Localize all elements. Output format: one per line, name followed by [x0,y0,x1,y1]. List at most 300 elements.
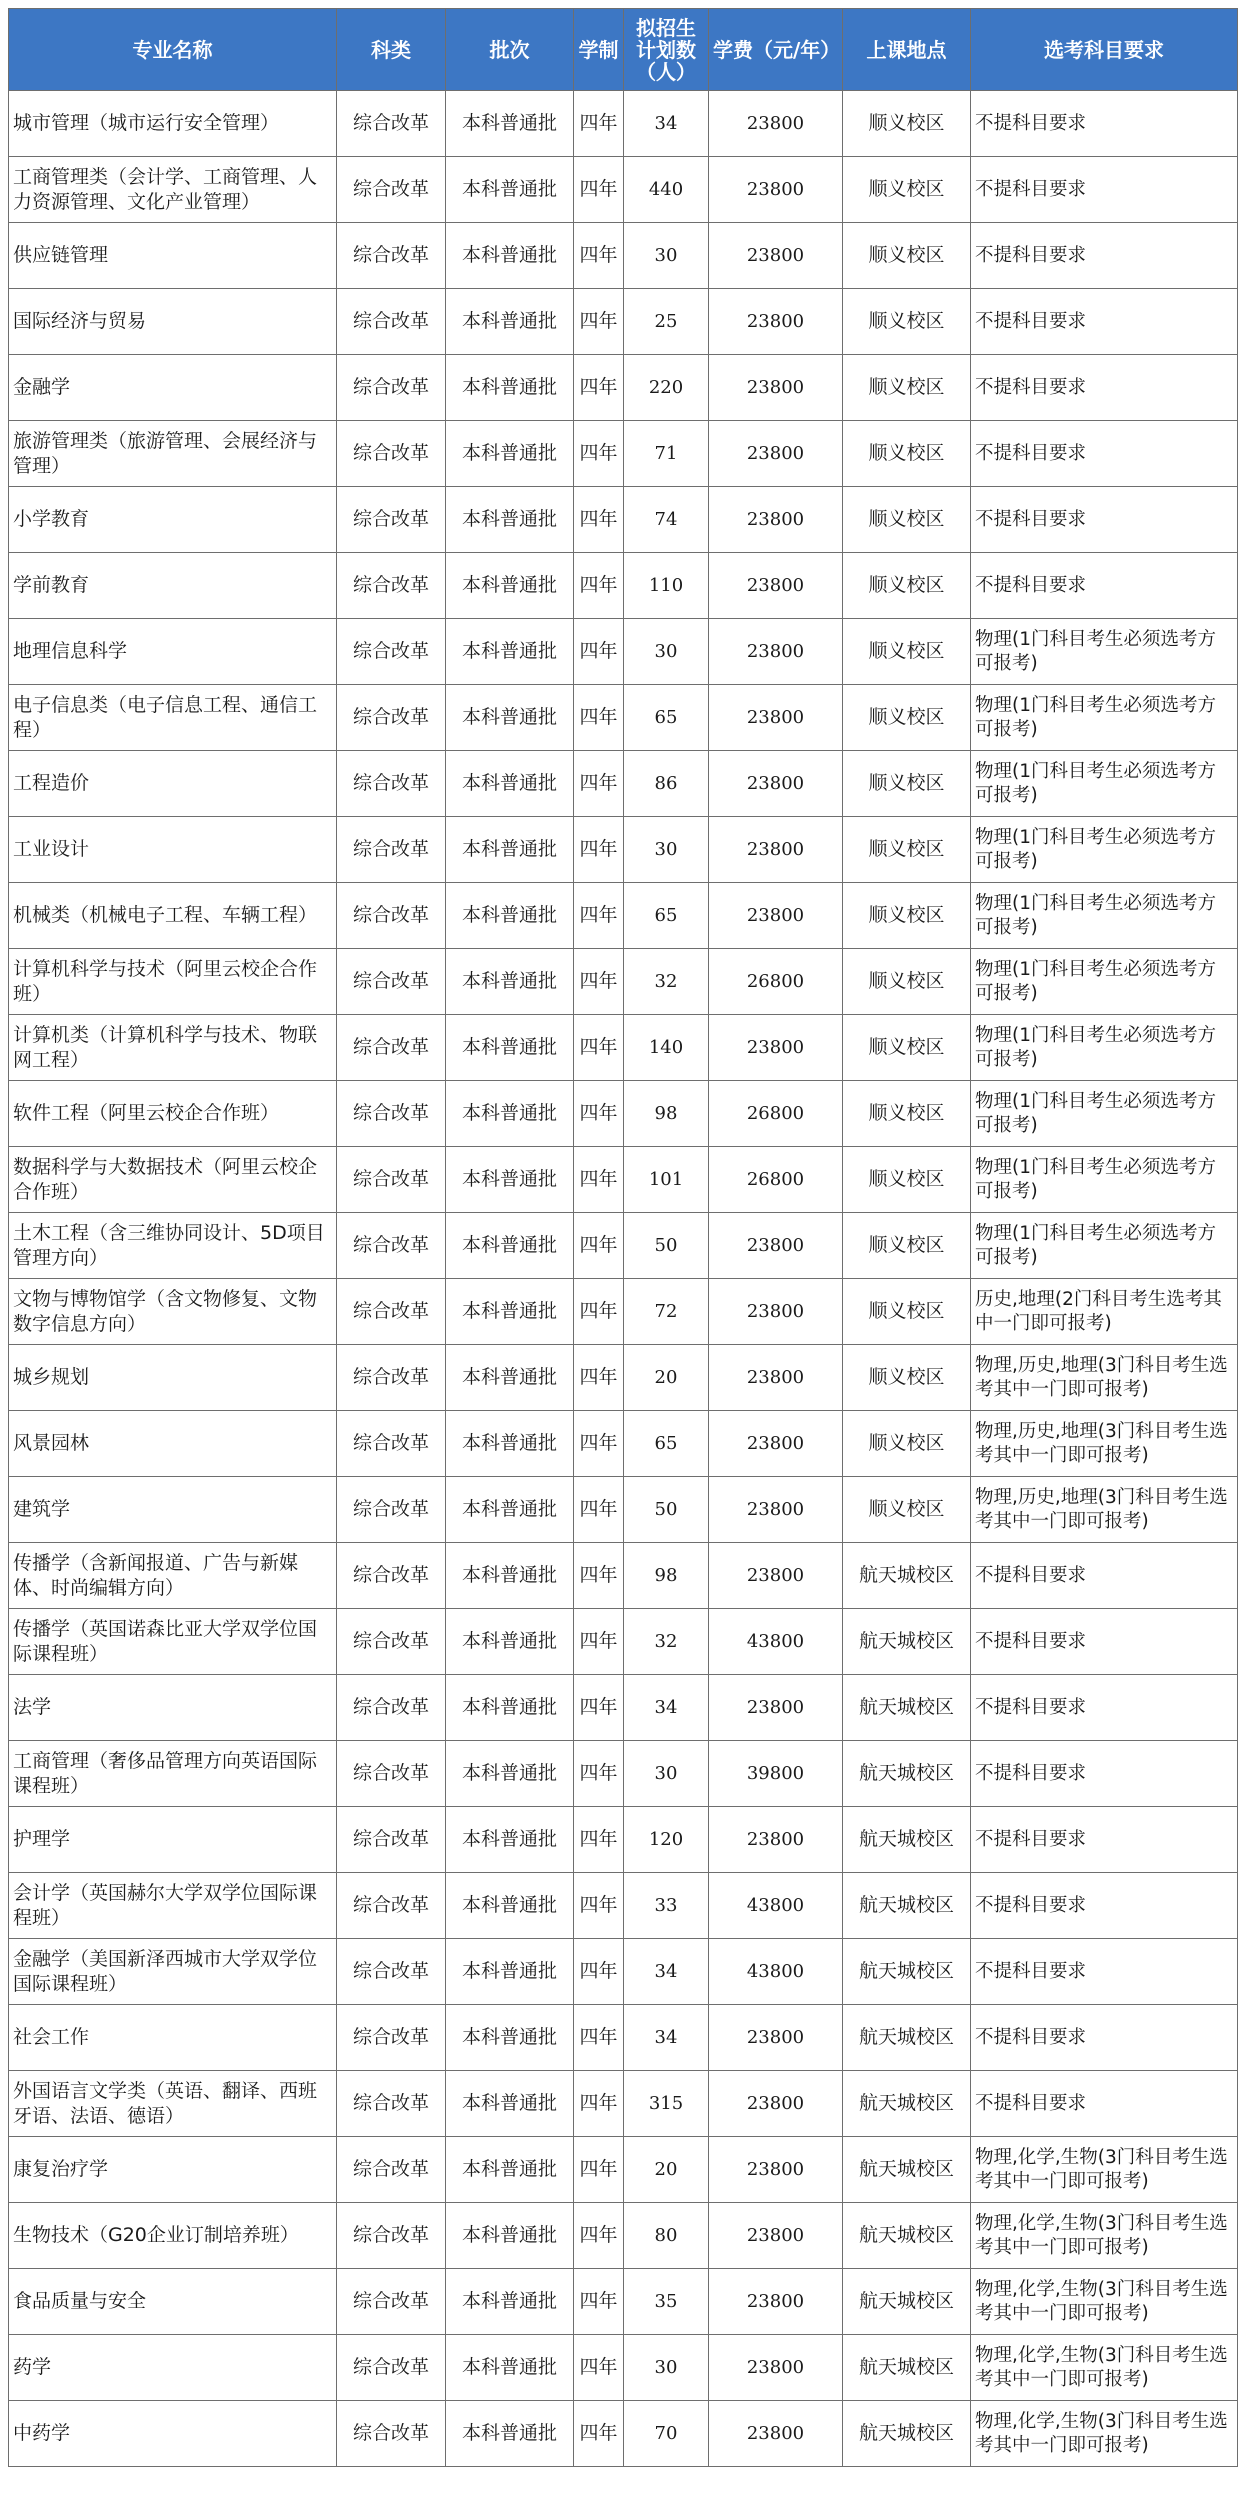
category-cell: 综合改革 [337,223,446,289]
subject-requirement-cell: 物理,化学,生物(3门科目考生选考其中一门即可报考) [971,2203,1238,2269]
subject-requirement-cell: 不提科目要求 [971,223,1238,289]
batch-cell: 本科普通批 [446,817,574,883]
tuition-fee-cell: 23800 [709,883,843,949]
duration-cell: 四年 [574,2005,624,2071]
batch-cell: 本科普通批 [446,1147,574,1213]
batch-cell: 本科普通批 [446,1279,574,1345]
subject-requirement-cell: 不提科目要求 [971,2005,1238,2071]
category-cell: 综合改革 [337,2137,446,2203]
major-cell: 土木工程（含三维协同设计、5D项目管理方向） [9,1213,337,1279]
campus-cell: 航天城校区 [843,2269,971,2335]
campus-cell: 顺义校区 [843,685,971,751]
major-cell: 旅游管理类（旅游管理、会展经济与管理） [9,421,337,487]
tuition-fee-cell: 26800 [709,1147,843,1213]
category-cell: 综合改革 [337,1477,446,1543]
plan-count-cell: 32 [624,1609,709,1675]
category-cell: 综合改革 [337,619,446,685]
campus-cell: 航天城校区 [843,1939,971,2005]
plan-count-cell: 34 [624,1675,709,1741]
duration-cell: 四年 [574,2401,624,2467]
campus-cell: 航天城校区 [843,2335,971,2401]
subject-requirement-cell: 物理(1门科目考生必须选考方可报考) [971,1081,1238,1147]
subject-requirement-cell: 物理,化学,生物(3门科目考生选考其中一门即可报考) [971,2335,1238,2401]
category-cell: 综合改革 [337,1807,446,1873]
major-cell: 建筑学 [9,1477,337,1543]
duration-cell: 四年 [574,949,624,1015]
campus-cell: 顺义校区 [843,1345,971,1411]
plan-count-cell: 30 [624,1741,709,1807]
table-row [9,1609,1238,1675]
batch-cell: 本科普通批 [446,1345,574,1411]
table-row [9,1345,1238,1411]
campus-cell: 顺义校区 [843,1015,971,1081]
admissions-table [8,8,1238,2467]
header-batch: 批次 [446,9,574,91]
major-cell: 计算机类（计算机科学与技术、物联网工程） [9,1015,337,1081]
table-row [9,1741,1238,1807]
table-row [9,487,1238,553]
tuition-fee-cell: 23800 [709,1279,843,1345]
batch-cell: 本科普通批 [446,1081,574,1147]
table-row [9,1147,1238,1213]
batch-cell: 本科普通批 [446,1807,574,1873]
table-row [9,2071,1238,2137]
subject-requirement-cell: 不提科目要求 [971,91,1238,157]
campus-cell: 顺义校区 [843,487,971,553]
campus-cell: 顺义校区 [843,157,971,223]
campus-cell: 顺义校区 [843,949,971,1015]
batch-cell: 本科普通批 [446,1675,574,1741]
header-row [9,9,1238,91]
major-cell: 法学 [9,1675,337,1741]
header-plan: 拟招生计划数（人） [624,9,709,91]
plan-count-cell: 110 [624,553,709,619]
tuition-fee-cell: 23800 [709,1213,843,1279]
plan-count-cell: 72 [624,1279,709,1345]
tuition-fee-cell: 23800 [709,751,843,817]
category-cell: 综合改革 [337,1939,446,2005]
table-row [9,1675,1238,1741]
major-cell: 工程造价 [9,751,337,817]
subject-requirement-cell: 物理,化学,生物(3门科目考生选考其中一门即可报考) [971,2401,1238,2467]
tuition-fee-cell: 23800 [709,157,843,223]
duration-cell: 四年 [574,1015,624,1081]
table-row [9,2335,1238,2401]
major-cell: 文物与博物馆学（含文物修复、文物数字信息方向） [9,1279,337,1345]
batch-cell: 本科普通批 [446,1411,574,1477]
subject-requirement-cell: 不提科目要求 [971,1543,1238,1609]
table-row [9,2005,1238,2071]
campus-cell: 顺义校区 [843,1213,971,1279]
subject-requirement-cell: 不提科目要求 [971,1807,1238,1873]
duration-cell: 四年 [574,91,624,157]
major-cell: 康复治疗学 [9,2137,337,2203]
campus-cell: 顺义校区 [843,355,971,421]
tuition-fee-cell: 23800 [709,2203,843,2269]
batch-cell: 本科普通批 [446,1015,574,1081]
plan-count-cell: 34 [624,1939,709,2005]
table-row [9,355,1238,421]
plan-count-cell: 80 [624,2203,709,2269]
plan-count-cell: 101 [624,1147,709,1213]
major-cell: 中药学 [9,2401,337,2467]
tuition-fee-cell: 39800 [709,1741,843,1807]
campus-cell: 航天城校区 [843,1741,971,1807]
major-cell: 城市管理（城市运行安全管理） [9,91,337,157]
batch-cell: 本科普通批 [446,1609,574,1675]
campus-cell: 航天城校区 [843,2137,971,2203]
major-cell: 护理学 [9,1807,337,1873]
batch-cell: 本科普通批 [446,949,574,1015]
duration-cell: 四年 [574,751,624,817]
tuition-fee-cell: 43800 [709,1873,843,1939]
table-row [9,619,1238,685]
tuition-fee-cell: 23800 [709,2071,843,2137]
duration-cell: 四年 [574,1081,624,1147]
category-cell: 综合改革 [337,2203,446,2269]
table-row [9,1279,1238,1345]
batch-cell: 本科普通批 [446,2335,574,2401]
campus-cell: 顺义校区 [843,421,971,487]
major-cell: 生物技术（G20企业订制培养班） [9,2203,337,2269]
duration-cell: 四年 [574,817,624,883]
subject-requirement-cell: 不提科目要求 [971,421,1238,487]
subject-requirement-cell: 物理,化学,生物(3门科目考生选考其中一门即可报考) [971,2269,1238,2335]
duration-cell: 四年 [574,1543,624,1609]
plan-count-cell: 440 [624,157,709,223]
tuition-fee-cell: 23800 [709,421,843,487]
table-row [9,1213,1238,1279]
category-cell: 综合改革 [337,2071,446,2137]
tuition-fee-cell: 23800 [709,619,843,685]
plan-count-cell: 30 [624,619,709,685]
category-cell: 综合改革 [337,1609,446,1675]
batch-cell: 本科普通批 [446,751,574,817]
batch-cell: 本科普通批 [446,289,574,355]
tuition-fee-cell: 26800 [709,1081,843,1147]
major-cell: 食品质量与安全 [9,2269,337,2335]
plan-count-cell: 30 [624,2335,709,2401]
batch-cell: 本科普通批 [446,1543,574,1609]
batch-cell: 本科普通批 [446,2401,574,2467]
plan-count-cell: 74 [624,487,709,553]
duration-cell: 四年 [574,289,624,355]
category-cell: 综合改革 [337,1345,446,1411]
major-cell: 计算机科学与技术（阿里云校企合作班） [9,949,337,1015]
major-cell: 社会工作 [9,2005,337,2071]
subject-requirement-cell: 物理(1门科目考生必须选考方可报考) [971,949,1238,1015]
plan-count-cell: 315 [624,2071,709,2137]
batch-cell: 本科普通批 [446,2071,574,2137]
subject-requirement-cell: 不提科目要求 [971,2071,1238,2137]
major-cell: 软件工程（阿里云校企合作班） [9,1081,337,1147]
major-cell: 工商管理（奢侈品管理方向英语国际课程班） [9,1741,337,1807]
plan-count-cell: 50 [624,1213,709,1279]
tuition-fee-cell: 43800 [709,1939,843,2005]
tuition-fee-cell: 23800 [709,2269,843,2335]
campus-cell: 航天城校区 [843,2071,971,2137]
plan-count-cell: 65 [624,883,709,949]
duration-cell: 四年 [574,553,624,619]
tuition-fee-cell: 23800 [709,355,843,421]
batch-cell: 本科普通批 [446,2203,574,2269]
table-row [9,2401,1238,2467]
duration-cell: 四年 [574,2137,624,2203]
campus-cell: 航天城校区 [843,2005,971,2071]
major-cell: 药学 [9,2335,337,2401]
table-row [9,2269,1238,2335]
tuition-fee-cell: 23800 [709,685,843,751]
category-cell: 综合改革 [337,553,446,619]
tuition-fee-cell: 23800 [709,1807,843,1873]
campus-cell: 航天城校区 [843,1609,971,1675]
table-row [9,2137,1238,2203]
plan-count-cell: 65 [624,685,709,751]
campus-cell: 顺义校区 [843,619,971,685]
batch-cell: 本科普通批 [446,91,574,157]
table-row [9,91,1238,157]
major-cell: 机械类（机械电子工程、车辆工程） [9,883,337,949]
subject-requirement-cell: 物理(1门科目考生必须选考方可报考) [971,1147,1238,1213]
campus-cell: 航天城校区 [843,1675,971,1741]
plan-count-cell: 140 [624,1015,709,1081]
campus-cell: 顺义校区 [843,91,971,157]
header-category: 科类 [337,9,446,91]
tuition-fee-cell: 23800 [709,1543,843,1609]
subject-requirement-cell: 物理,化学,生物(3门科目考生选考其中一门即可报考) [971,2137,1238,2203]
batch-cell: 本科普通批 [446,1213,574,1279]
major-cell: 地理信息科学 [9,619,337,685]
table-row [9,817,1238,883]
plan-count-cell: 25 [624,289,709,355]
subject-requirement-cell: 不提科目要求 [971,487,1238,553]
tuition-fee-cell: 23800 [709,2335,843,2401]
subject-requirement-cell: 物理,历史,地理(3门科目考生选考其中一门即可报考) [971,1411,1238,1477]
category-cell: 综合改革 [337,817,446,883]
campus-cell: 航天城校区 [843,2203,971,2269]
major-cell: 国际经济与贸易 [9,289,337,355]
major-cell: 城乡规划 [9,1345,337,1411]
duration-cell: 四年 [574,1411,624,1477]
subject-requirement-cell: 不提科目要求 [971,1609,1238,1675]
major-cell: 工商管理类（会计学、工商管理、人力资源管理、文化产业管理） [9,157,337,223]
major-cell: 电子信息类（电子信息工程、通信工程） [9,685,337,751]
category-cell: 综合改革 [337,1081,446,1147]
batch-cell: 本科普通批 [446,421,574,487]
major-cell: 学前教育 [9,553,337,619]
plan-count-cell: 70 [624,2401,709,2467]
campus-cell: 顺义校区 [843,1477,971,1543]
subject-requirement-cell: 历史,地理(2门科目考生选考其中一门即可报考) [971,1279,1238,1345]
major-cell: 工业设计 [9,817,337,883]
duration-cell: 四年 [574,1345,624,1411]
duration-cell: 四年 [574,2335,624,2401]
table-row [9,685,1238,751]
duration-cell: 四年 [574,487,624,553]
batch-cell: 本科普通批 [446,2269,574,2335]
plan-count-cell: 34 [624,2005,709,2071]
subject-requirement-cell: 不提科目要求 [971,1873,1238,1939]
category-cell: 综合改革 [337,1015,446,1081]
duration-cell: 四年 [574,2203,624,2269]
category-cell: 综合改革 [337,949,446,1015]
subject-requirement-cell: 物理(1门科目考生必须选考方可报考) [971,685,1238,751]
header-campus: 上课地点 [843,9,971,91]
duration-cell: 四年 [574,1807,624,1873]
duration-cell: 四年 [574,2071,624,2137]
campus-cell: 顺义校区 [843,289,971,355]
subject-requirement-cell: 不提科目要求 [971,157,1238,223]
tuition-fee-cell: 23800 [709,2005,843,2071]
batch-cell: 本科普通批 [446,157,574,223]
campus-cell: 航天城校区 [843,2401,971,2467]
tuition-fee-cell: 23800 [709,2137,843,2203]
duration-cell: 四年 [574,157,624,223]
category-cell: 综合改革 [337,1543,446,1609]
duration-cell: 四年 [574,1873,624,1939]
table-row [9,949,1238,1015]
tuition-fee-cell: 23800 [709,1015,843,1081]
plan-count-cell: 120 [624,1807,709,1873]
batch-cell: 本科普通批 [446,355,574,421]
subject-requirement-cell: 物理(1门科目考生必须选考方可报考) [971,817,1238,883]
tuition-fee-cell: 23800 [709,2401,843,2467]
plan-count-cell: 220 [624,355,709,421]
campus-cell: 顺义校区 [843,1279,971,1345]
subject-requirement-cell: 物理(1门科目考生必须选考方可报考) [971,619,1238,685]
table-row [9,1081,1238,1147]
batch-cell: 本科普通批 [446,1873,574,1939]
major-cell: 传播学（含新闻报道、广告与新媒体、时尚编辑方向） [9,1543,337,1609]
major-cell: 传播学（英国诺森比亚大学双学位国际课程班） [9,1609,337,1675]
subject-requirement-cell: 物理,历史,地理(3门科目考生选考其中一门即可报考) [971,1345,1238,1411]
duration-cell: 四年 [574,223,624,289]
batch-cell: 本科普通批 [446,2137,574,2203]
tuition-fee-cell: 23800 [709,223,843,289]
table-body [9,91,1238,2467]
duration-cell: 四年 [574,2269,624,2335]
duration-cell: 四年 [574,1609,624,1675]
major-cell: 数据科学与大数据技术（阿里云校企合作班） [9,1147,337,1213]
major-cell: 金融学（美国新泽西城市大学双学位国际课程班） [9,1939,337,2005]
tuition-fee-cell: 23800 [709,1411,843,1477]
header-fee: 学费（元/年） [709,9,843,91]
table-row [9,1477,1238,1543]
batch-cell: 本科普通批 [446,487,574,553]
campus-cell: 顺义校区 [843,883,971,949]
duration-cell: 四年 [574,1477,624,1543]
tuition-fee-cell: 23800 [709,1345,843,1411]
category-cell: 综合改革 [337,1675,446,1741]
subject-requirement-cell: 不提科目要求 [971,1939,1238,2005]
plan-count-cell: 98 [624,1543,709,1609]
plan-count-cell: 98 [624,1081,709,1147]
table-row [9,553,1238,619]
category-cell: 综合改革 [337,1279,446,1345]
major-cell: 会计学（英国赫尔大学双学位国际课程班） [9,1873,337,1939]
batch-cell: 本科普通批 [446,1477,574,1543]
tuition-fee-cell: 26800 [709,949,843,1015]
duration-cell: 四年 [574,1741,624,1807]
plan-count-cell: 50 [624,1477,709,1543]
header-duration: 学制 [574,9,624,91]
category-cell: 综合改革 [337,685,446,751]
campus-cell: 航天城校区 [843,1807,971,1873]
category-cell: 综合改革 [337,355,446,421]
subject-requirement-cell: 物理(1门科目考生必须选考方可报考) [971,751,1238,817]
tuition-fee-cell: 23800 [709,817,843,883]
duration-cell: 四年 [574,883,624,949]
table-row [9,1015,1238,1081]
campus-cell: 顺义校区 [843,1411,971,1477]
table-row [9,421,1238,487]
duration-cell: 四年 [574,685,624,751]
header-requirement: 选考科目要求 [971,9,1238,91]
major-cell: 风景园林 [9,1411,337,1477]
table-row [9,1807,1238,1873]
subject-requirement-cell: 不提科目要求 [971,1741,1238,1807]
plan-count-cell: 20 [624,2137,709,2203]
campus-cell: 顺义校区 [843,1081,971,1147]
table-row [9,2203,1238,2269]
table-row [9,157,1238,223]
batch-cell: 本科普通批 [446,553,574,619]
campus-cell: 顺义校区 [843,1147,971,1213]
plan-count-cell: 71 [624,421,709,487]
category-cell: 综合改革 [337,1147,446,1213]
category-cell: 综合改革 [337,2269,446,2335]
plan-count-cell: 33 [624,1873,709,1939]
duration-cell: 四年 [574,1279,624,1345]
table-row [9,289,1238,355]
category-cell: 综合改革 [337,2005,446,2071]
plan-count-cell: 86 [624,751,709,817]
campus-cell: 顺义校区 [843,223,971,289]
major-cell: 小学教育 [9,487,337,553]
batch-cell: 本科普通批 [446,883,574,949]
tuition-fee-cell: 43800 [709,1609,843,1675]
plan-count-cell: 35 [624,2269,709,2335]
header-major: 专业名称 [9,9,337,91]
plan-count-cell: 32 [624,949,709,1015]
table-row [9,1411,1238,1477]
plan-count-cell: 65 [624,1411,709,1477]
major-cell: 金融学 [9,355,337,421]
category-cell: 综合改革 [337,157,446,223]
tuition-fee-cell: 23800 [709,289,843,355]
duration-cell: 四年 [574,355,624,421]
category-cell: 综合改革 [337,421,446,487]
table-row [9,883,1238,949]
category-cell: 综合改革 [337,289,446,355]
subject-requirement-cell: 物理(1门科目考生必须选考方可报考) [971,1015,1238,1081]
plan-count-cell: 20 [624,1345,709,1411]
subject-requirement-cell: 物理,历史,地理(3门科目考生选考其中一门即可报考) [971,1477,1238,1543]
category-cell: 综合改革 [337,1873,446,1939]
category-cell: 综合改革 [337,2335,446,2401]
campus-cell: 顺义校区 [843,751,971,817]
batch-cell: 本科普通批 [446,619,574,685]
duration-cell: 四年 [574,619,624,685]
category-cell: 综合改革 [337,1411,446,1477]
plan-count-cell: 30 [624,817,709,883]
subject-requirement-cell: 不提科目要求 [971,1675,1238,1741]
batch-cell: 本科普通批 [446,2005,574,2071]
duration-cell: 四年 [574,421,624,487]
category-cell: 综合改革 [337,883,446,949]
plan-count-cell: 30 [624,223,709,289]
campus-cell: 航天城校区 [843,1873,971,1939]
